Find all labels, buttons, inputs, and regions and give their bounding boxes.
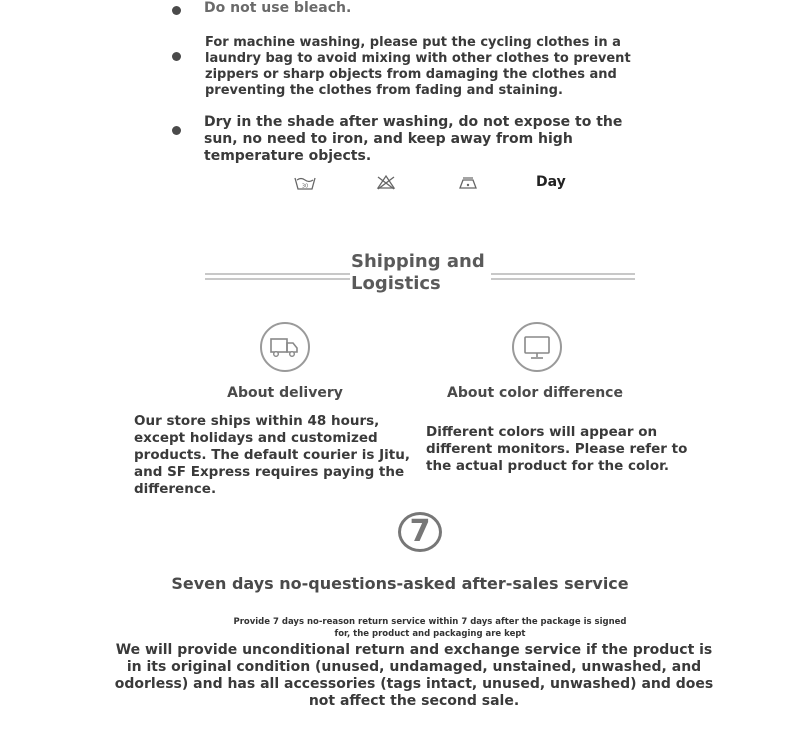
return-note: Provide 7 days no-reason return service within 7 days after the package is signed for, the product and packaging are kept xyxy=(233,617,627,639)
delivery-truck-icon xyxy=(260,322,310,372)
divider-line xyxy=(491,273,635,275)
iron-icon xyxy=(457,176,479,190)
divider-line xyxy=(205,273,350,275)
divider-line xyxy=(491,278,635,280)
return-policy-text: We will provide unconditional return and exchange service if the product is in its original condition (unused, undamaged, unstained, unwashed, and odorless) and has all accessories (tags intact, unused, unwashed) and does not affect the second sale. xyxy=(114,642,714,709)
section-title: Shipping and Logistics xyxy=(351,251,485,294)
monitor-icon xyxy=(512,322,562,372)
bullet-dot xyxy=(172,126,181,135)
day-label: Day xyxy=(536,174,566,190)
care-instruction-drying: Dry in the shade after washing, do not expose to the sun, no need to iron, and keep away from high temperature objects. xyxy=(204,114,623,164)
wash-30-icon xyxy=(293,174,317,192)
care-instruction-bleach: Do not use bleach. xyxy=(204,0,352,16)
color-difference-heading: About color difference xyxy=(447,385,623,401)
color-difference-text: Different colors will appear on different monitors. Please refer to the actual product for the color. xyxy=(426,424,688,474)
bullet-dot xyxy=(172,6,181,15)
divider-line xyxy=(205,278,350,280)
care-instruction-machine-wash: For machine washing, please put the cycling clothes in a laundry bag to avoid mixing with other clothes to prevent zippers or sharp objects from damaging the clothes and preventing the clothes from fading and staining. xyxy=(205,35,631,98)
delivery-heading: About delivery xyxy=(227,385,343,401)
after-sales-title: Seven days no-questions-asked after-sales service xyxy=(171,574,629,593)
bullet-dot xyxy=(172,52,181,61)
seven-days-icon: 7 xyxy=(398,512,442,552)
wash-temp-label: 30 xyxy=(301,183,309,190)
delivery-text: Our store ships within 48 hours, except holidays and customized products. The default courier is Jitu, and SF Express requires paying the difference. xyxy=(134,413,410,497)
no-bleach-icon xyxy=(375,173,397,191)
